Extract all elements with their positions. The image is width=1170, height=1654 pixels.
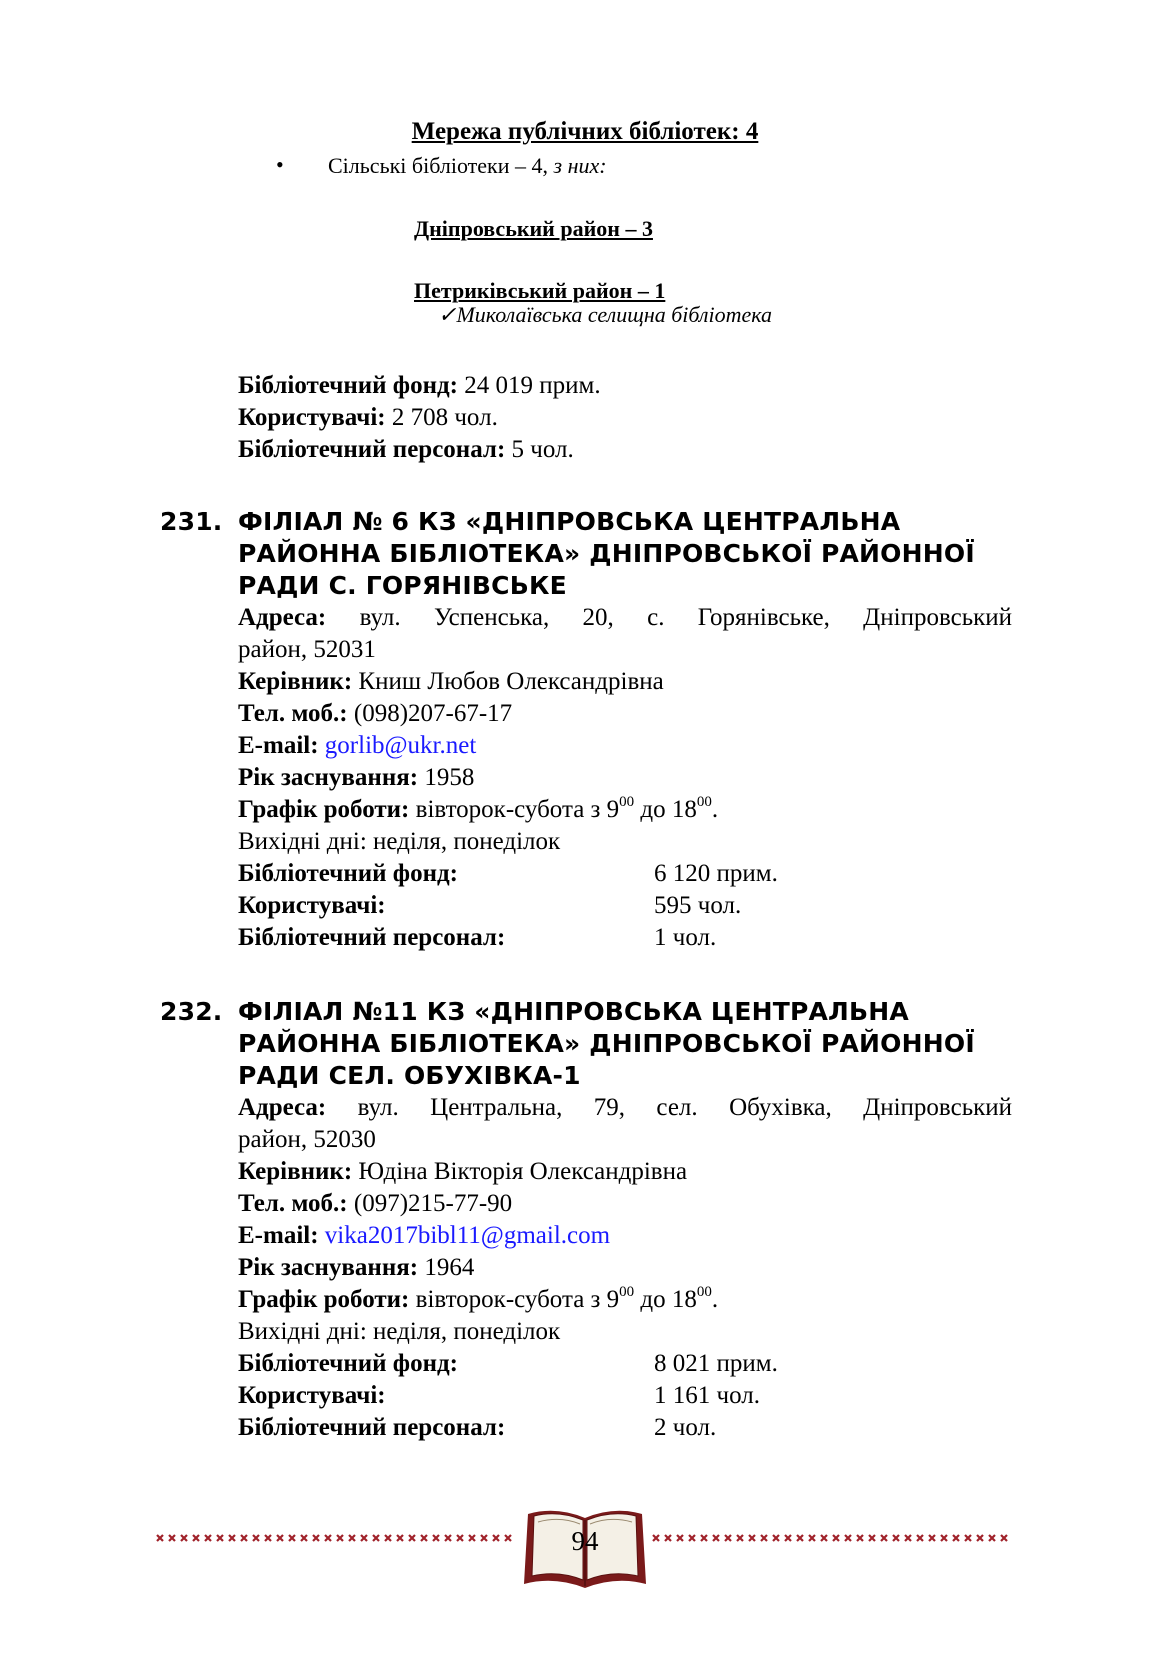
district-petrykivskyi: Петриківський район – 1 bbox=[414, 278, 666, 303]
entry-address-cont: район, 52030 bbox=[238, 1126, 376, 1153]
district-dniprovskyi: Дніпровський район – 3 bbox=[414, 216, 653, 241]
ornament-cross bbox=[845, 1535, 851, 1541]
ornament-cross bbox=[773, 1535, 779, 1541]
page-number: 94 bbox=[571, 1526, 599, 1556]
ornament-cross bbox=[653, 1535, 659, 1541]
ornament-cross bbox=[965, 1535, 971, 1541]
entry-staff-value: 1 чол. bbox=[654, 924, 717, 951]
entry-fund-value: 6 120 прим. bbox=[654, 860, 778, 887]
ornament-cross bbox=[217, 1535, 223, 1541]
entry-heading-line: РАЙОННА БІБЛІОТЕКА» ДНІПРОВСЬКОЇ РАЙОННОЇ bbox=[238, 1029, 975, 1058]
ornament-cross bbox=[761, 1535, 767, 1541]
entry-days-off: Вихідні дні: неділя, понеділок bbox=[238, 1318, 561, 1345]
ornament-cross bbox=[809, 1535, 815, 1541]
ornament-cross bbox=[169, 1535, 175, 1541]
entry-phone: Тел. моб.: (098)207-67-17 bbox=[238, 700, 513, 727]
cross-stitch-ornament-right bbox=[652, 1530, 1012, 1546]
ornament-cross bbox=[313, 1535, 319, 1541]
ornament-cross bbox=[749, 1535, 755, 1541]
email-link[interactable]: vika2017bibl11@gmail.com bbox=[324, 1222, 611, 1249]
entry-users-value: 1 161 чол. bbox=[654, 1382, 760, 1409]
ornament-cross bbox=[481, 1535, 487, 1541]
ornament-cross bbox=[253, 1535, 259, 1541]
cross-stitch-ornament-left bbox=[156, 1530, 516, 1546]
entry-heading-line: ФІЛІАЛ № 6 КЗ «ДНІПРОВСЬКА ЦЕНТРАЛЬНА bbox=[238, 507, 901, 536]
entry-users-label: Користувачі: bbox=[238, 892, 386, 919]
email-link[interactable]: gorlib@ukr.net bbox=[324, 732, 477, 759]
entry-heading-line: РАДИ С. ГОРЯНІВСЬКЕ bbox=[238, 571, 567, 600]
ornament-cross bbox=[493, 1535, 499, 1541]
entry-number: 232. bbox=[160, 997, 223, 1026]
entry-schedule: Графік роботи: вівторок-субота з $9^{00}$ до $18^{00}$. bbox=[238, 794, 719, 823]
ornament-cross bbox=[469, 1535, 475, 1541]
ornament-cross bbox=[373, 1535, 379, 1541]
entry-number: 231. bbox=[160, 507, 223, 536]
entry-users-label: Користувачі: bbox=[238, 1382, 386, 1409]
ornament-cross bbox=[337, 1535, 343, 1541]
entry-fund-value: 8 021 прим. bbox=[654, 1350, 778, 1377]
ornament-cross bbox=[505, 1535, 511, 1541]
village-libraries-text: Сільські бібліотеки – 4, з них: bbox=[328, 153, 607, 178]
entry-email: E-mail: vika2017bibl11@gmail.com bbox=[238, 1222, 611, 1249]
ornament-cross bbox=[193, 1535, 199, 1541]
ornament-cross bbox=[181, 1535, 187, 1541]
entry-address: Адреса: вул. Центральна, 79, сел. Обухівка, Дніпровський bbox=[238, 1094, 1012, 1121]
ornament-cross bbox=[941, 1535, 947, 1541]
entry-fund-label: Бібліотечний фонд: bbox=[238, 860, 458, 887]
ornament-cross bbox=[929, 1535, 935, 1541]
ornament-cross bbox=[833, 1535, 839, 1541]
ornament-cross bbox=[665, 1535, 671, 1541]
ornament-cross bbox=[881, 1535, 887, 1541]
ornament-cross bbox=[953, 1535, 959, 1541]
ornament-cross bbox=[977, 1535, 983, 1541]
ornament-cross bbox=[725, 1535, 731, 1541]
entry-staff-label: Бібліотечний персонал: bbox=[238, 1414, 506, 1441]
entry-year: Рік заснування: 1958 bbox=[238, 764, 475, 791]
entry-heading-line: РАДИ СЕЛ. ОБУХІВКА-1 bbox=[238, 1061, 581, 1090]
entry-heading-line: РАЙОННА БІБЛІОТЕКА» ДНІПРОВСЬКОЇ РАЙОННОЇ bbox=[238, 539, 975, 568]
ornament-cross bbox=[361, 1535, 367, 1541]
ornament-cross bbox=[229, 1535, 235, 1541]
checked-library-item: ✓Миколаївська селищна бібліотека bbox=[438, 302, 773, 327]
ornament-cross bbox=[857, 1535, 863, 1541]
entry-days-off: Вихідні дні: неділя, понеділок bbox=[238, 828, 561, 855]
entry-address-cont: район, 52031 bbox=[238, 636, 376, 663]
entry-staff-value: 2 чол. bbox=[654, 1414, 717, 1441]
ornament-cross bbox=[797, 1535, 803, 1541]
ornament-cross bbox=[905, 1535, 911, 1541]
ornament-cross bbox=[785, 1535, 791, 1541]
network-title: Мережа публічних бібліотек: 4 bbox=[411, 118, 759, 145]
entry-head: Керівник: Книш Любов Олександрівна bbox=[238, 668, 664, 695]
ornament-cross bbox=[989, 1535, 995, 1541]
ornament-cross bbox=[445, 1535, 451, 1541]
ornament-cross bbox=[289, 1535, 295, 1541]
ornament-cross bbox=[301, 1535, 307, 1541]
ornament-cross bbox=[277, 1535, 283, 1541]
entry-heading-line: ФІЛІАЛ №11 КЗ «ДНІПРОВСЬКА ЦЕНТРАЛЬНА bbox=[238, 997, 909, 1026]
entry-email: E-mail: gorlib@ukr.net bbox=[238, 732, 477, 759]
ornament-cross bbox=[869, 1535, 875, 1541]
ornament-cross bbox=[349, 1535, 355, 1541]
ornament-cross bbox=[737, 1535, 743, 1541]
entry-fund-label: Бібліотечний фонд: bbox=[238, 1350, 458, 1377]
entry-schedule: Графік роботи: вівторок-субота з $9^{00}$ до $18^{00}$. bbox=[238, 1284, 719, 1313]
ornament-cross bbox=[701, 1535, 707, 1541]
ornament-cross bbox=[397, 1535, 403, 1541]
bullet-dot-icon: • bbox=[276, 152, 284, 177]
summary-users: Користувачі: 2 708 чол. bbox=[238, 404, 498, 431]
ornament-cross bbox=[433, 1535, 439, 1541]
ornament-cross bbox=[409, 1535, 415, 1541]
entry-head: Керівник: Юдіна Вікторія Олександрівна bbox=[238, 1158, 688, 1185]
ornament-cross bbox=[325, 1535, 331, 1541]
ornament-cross bbox=[821, 1535, 827, 1541]
ornament-cross bbox=[917, 1535, 923, 1541]
ornament-cross bbox=[157, 1535, 163, 1541]
ornament-cross bbox=[385, 1535, 391, 1541]
entry-year: Рік заснування: 1964 bbox=[238, 1254, 475, 1281]
ornament-cross bbox=[457, 1535, 463, 1541]
ornament-cross bbox=[205, 1535, 211, 1541]
ornament-cross bbox=[713, 1535, 719, 1541]
ornament-cross bbox=[677, 1535, 683, 1541]
ornament-cross bbox=[421, 1535, 427, 1541]
entry-address: Адреса: вул. Успенська, 20, с. Горянівське, Дніпровський bbox=[238, 604, 1013, 631]
ornament-cross bbox=[265, 1535, 271, 1541]
summary-staff: Бібліотечний персонал: 5 чол. bbox=[238, 436, 574, 463]
ornament-cross bbox=[689, 1535, 695, 1541]
ornament-cross bbox=[241, 1535, 247, 1541]
entry-phone: Тел. моб.: (097)215-77-90 bbox=[238, 1190, 513, 1217]
summary-fund: Бібліотечний фонд: 24 019 прим. bbox=[238, 372, 601, 399]
ornament-cross bbox=[1001, 1535, 1007, 1541]
ornament-cross bbox=[893, 1535, 899, 1541]
entry-users-value: 595 чол. bbox=[654, 892, 742, 919]
checkmark-icon: ✓ bbox=[438, 302, 457, 327]
entry-staff-label: Бібліотечний персонал: bbox=[238, 924, 506, 951]
